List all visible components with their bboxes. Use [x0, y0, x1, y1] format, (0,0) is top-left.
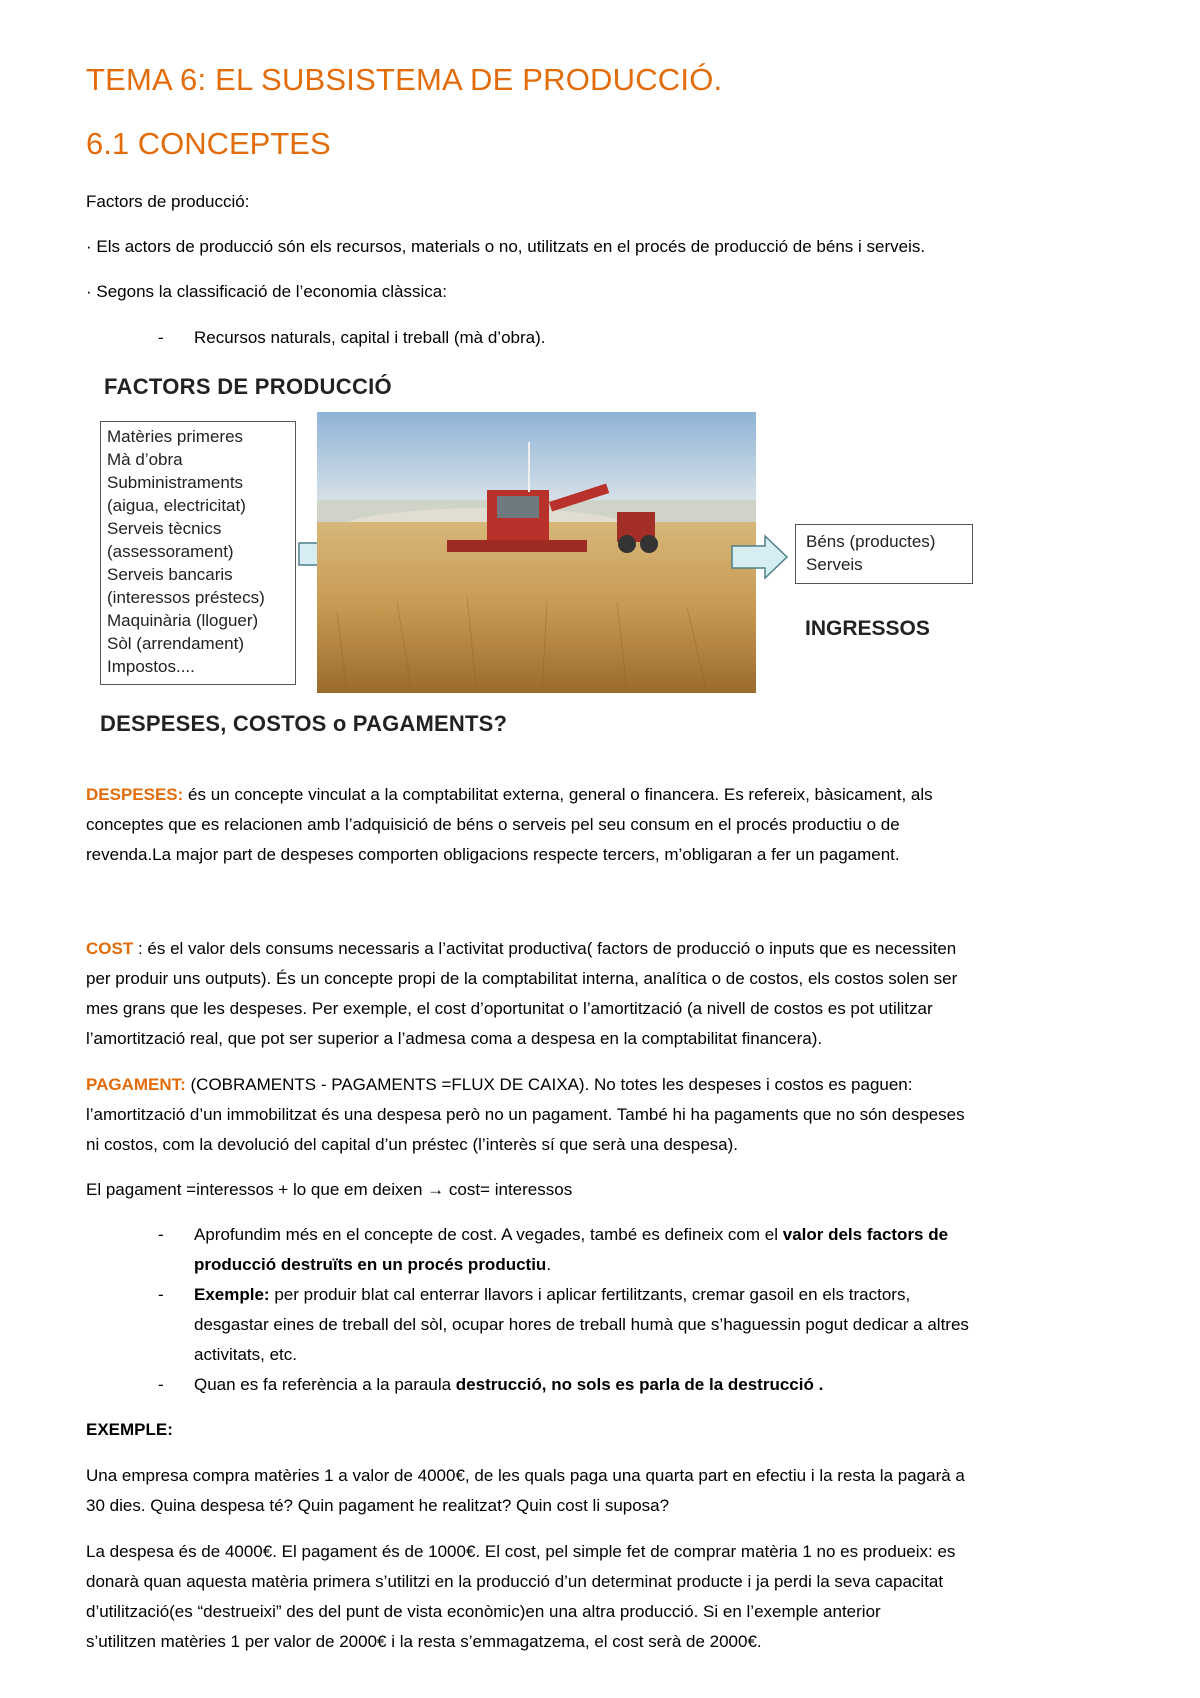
example-answer-line: s’utilitzen matèries 1 per valor de 2000€ i la resta s’emmagatzema, el cost serà de 2000€. — [86, 1632, 762, 1651]
harvest-field-photo — [317, 412, 756, 693]
input-item: (aigua, electricitat) — [107, 496, 246, 515]
point-item: desgastar eines de treball del sòl, ocupar hores de treball humà que s’haguessin pogut dedicar a altres — [194, 1315, 969, 1334]
right-arrow-icon — [731, 534, 789, 580]
output-item: Béns (productes) — [806, 532, 936, 551]
pagament-paragraph-line: l’amortització d’un immobilitzat és una despesa però no un pagament. També hi ha pagaments que no són despeses — [86, 1105, 965, 1124]
input-item: Sòl (arrendament) — [107, 634, 245, 653]
input-item: Subministraments — [107, 473, 244, 492]
production-outputs-box — [795, 524, 973, 584]
pagament-term: PAGAMENT: — [86, 1075, 186, 1094]
point-item: activitats, etc. — [194, 1345, 297, 1364]
cost-paragraph-line: per produir uns outputs). És un concepte propi de la comptabilitat interna, analítica o de costos, els costos solen ser — [86, 969, 958, 988]
intro-sub-item: Recursos naturals, capital i treball (mà d’obra). — [194, 328, 546, 347]
figure-question: DESPESES, COSTOS o PAGAMENTS? — [100, 711, 508, 736]
revenue-label: INGRESSOS — [805, 617, 930, 640]
pagament-paragraph-line: ni costos, com la devolució del capital d’un préstec (l’interès sí que serà una despesa). — [86, 1135, 739, 1154]
cost-paragraph-line: COST : és el valor dels consums necessaris a l’activitat productiva( factors de producció o inputs que es necessiten — [86, 939, 957, 958]
pagament-paragraph-line: PAGAMENT: (COBRAMENTS - PAGAMENTS =FLUX DE CAIXA). No totes les despeses i costos es paguen: — [86, 1075, 913, 1094]
example-answer-line: d’utilització(es “destrueixi” des del punt de vista econòmic)en una altra producció. Si en l’exemple anterior — [86, 1602, 881, 1621]
despeses-paragraph-line: DESPESES: és un concepte vinculat a la comptabilitat externa, general o financera. Es refereix, bàsicament, als — [86, 785, 933, 804]
despeses-paragraph-line: conceptes que es relacionen amb l’adquisició de béns o serveis pel seu consum en el procés productiu o de — [86, 815, 900, 834]
despeses-term: DESPESES: — [86, 785, 184, 804]
payment-formula: El pagament =interessos + lo que em deixen → cost= interessos — [86, 1180, 573, 1199]
list-dash: - — [158, 1225, 164, 1244]
factors-label: Factors de producció: — [86, 192, 250, 211]
point-item: Exemple: per produir blat cal enterrar llavors i aplicar fertilitzants, cremar gasoil en els tractors, — [194, 1285, 911, 1304]
example-answer-line: donarà quan aquesta matèria primera s’utilitzi en la producció d’un determinat producte i ja perdi la seva capacitat — [86, 1572, 944, 1591]
list-dash: - — [158, 1375, 164, 1394]
input-item: Maquinària (lloguer) — [107, 611, 259, 630]
section-heading: 6.1 CONCEPTES — [86, 126, 331, 161]
list-dash: - — [158, 328, 164, 347]
example-question-line: 30 dies. Quina despesa té? Quin pagament he realitzat? Quin cost li suposa? — [86, 1496, 670, 1515]
right-arrow-icon: → — [427, 1180, 445, 1199]
input-item: (interessos préstecs) — [107, 588, 265, 607]
example-answer-line: La despesa és de 4000€. El pagament és de 1000€. El cost, pel simple fet de comprar matèria 1 no es produeix: es — [86, 1542, 956, 1561]
point-item: Quan es fa referència a la paraula destrucció, no sols es parla de la destrucció . — [194, 1375, 824, 1394]
example-heading: EXEMPLE: — [86, 1420, 173, 1439]
cost-paragraph-line: mes grans que les despeses. Per exemple, el cost d’oportunitat o l’amortització (a nivell de costos es pot utilitzar — [86, 999, 933, 1018]
input-item: Serveis tècnics — [107, 519, 222, 538]
despeses-paragraph-line: revenda.La major part de despeses comporten obligacions respecte tercers, m’obligaran a fer un pagament. — [86, 845, 900, 864]
example-question-line: Una empresa compra matèries 1 a valor de 4000€, de les quals paga una quarta part en efectiu i la resta la pagarà a — [86, 1466, 965, 1485]
input-item: Impostos.... — [107, 657, 195, 676]
figure-title: FACTORS DE PRODUCCIÓ — [104, 374, 392, 399]
intro-bullet-2: · Segons la classificació de l’economia clàssica: — [86, 282, 447, 301]
output-item: Serveis — [806, 555, 863, 574]
input-item: Serveis bancaris — [107, 565, 233, 584]
cost-paragraph-line: l’amortització real, que pot ser superior a l’admesa coma a despesa en la comptabilitat financera). — [86, 1029, 823, 1048]
intro-bullet-1: · Els actors de producció són els recursos, materials o no, utilitzats en el procés de producció de béns i serveis. — [86, 237, 926, 256]
cost-term: COST — [86, 939, 134, 958]
point-item: producció destruïts en un procés productiu. — [194, 1255, 552, 1274]
input-item: (assessorament) — [107, 542, 234, 561]
page-title: TEMA 6: EL SUBSISTEMA DE PRODUCCIÓ. — [86, 62, 723, 97]
input-item: Mà d’obra — [107, 450, 183, 469]
production-inputs-box — [100, 421, 296, 685]
input-item: Matèries primeres — [107, 427, 244, 446]
point-item: Aprofundim més en el concepte de cost. A vegades, també es defineix com el valor dels factors de — [194, 1225, 949, 1244]
list-dash: - — [158, 1285, 164, 1304]
